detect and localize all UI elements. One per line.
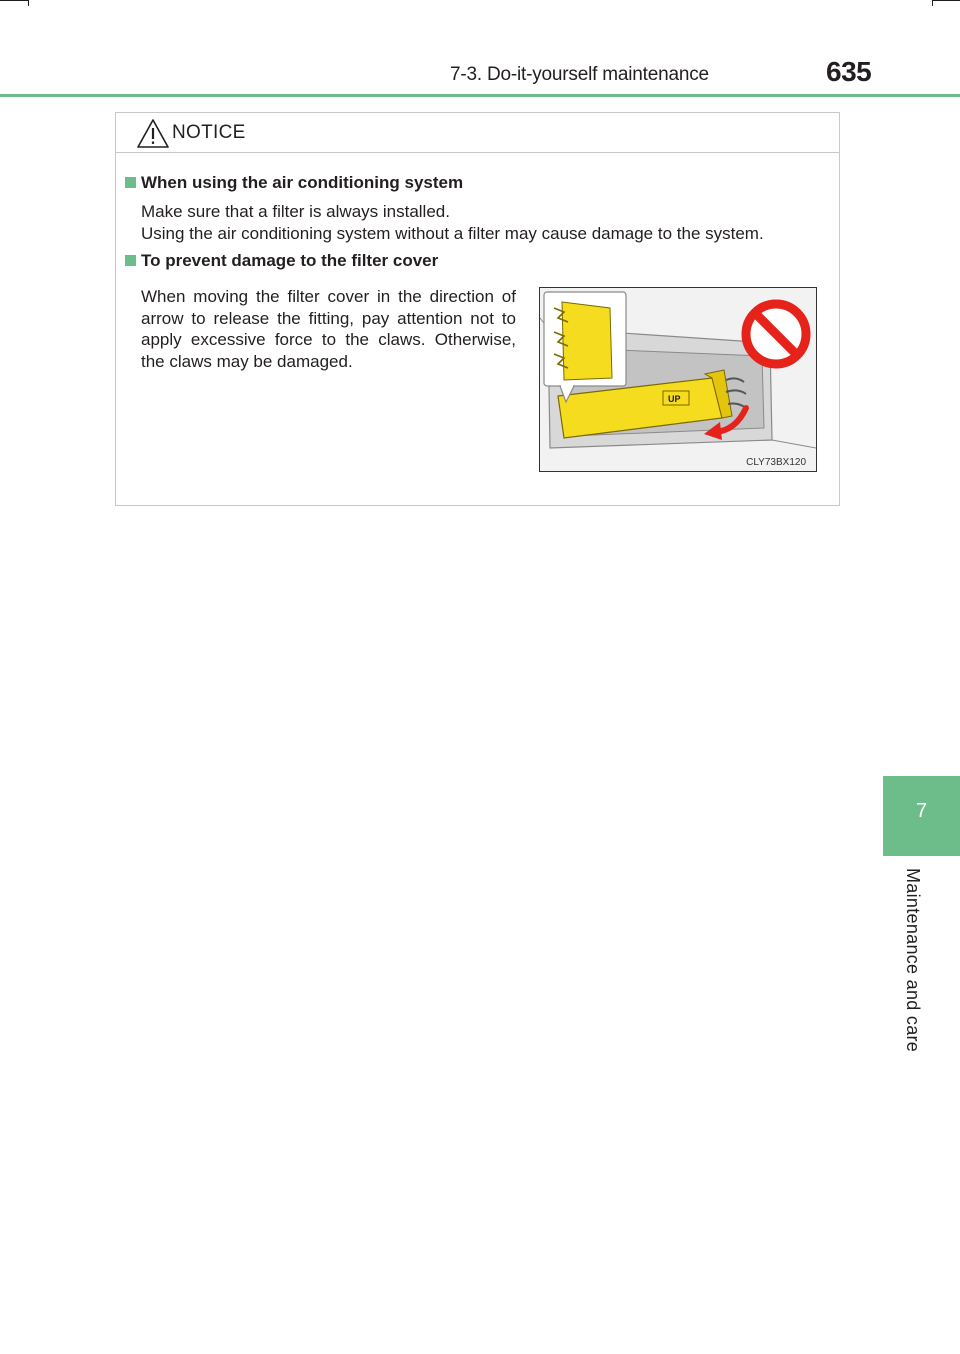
figure-code: CLY73BX120 [746, 457, 806, 468]
illustration-drawing [540, 288, 816, 471]
filter-cover-illustration [539, 287, 817, 472]
crop-mark [28, 0, 29, 6]
page-number: 635 [826, 56, 872, 87]
body-line: Using the air conditioning system without a filter may cause damage to the system. [141, 224, 764, 243]
body-line: Make sure that a filter is always installed. [141, 202, 450, 221]
crop-mark [0, 0, 28, 1]
section-heading: When using the air conditioning system [141, 173, 464, 192]
chapter-tab [883, 776, 960, 856]
section-bullet-icon [125, 255, 136, 266]
up-label: UP [668, 394, 681, 404]
section-title: 7-3. Do-it-yourself maintenance [450, 64, 709, 85]
section-heading: To prevent damage to the filter cover [141, 251, 439, 270]
chapter-title: Maintenance and care [903, 868, 923, 1053]
crop-mark [932, 0, 960, 1]
prohibition-icon [746, 304, 806, 364]
chapter-number: 7 [915, 800, 928, 822]
body-paragraph: When moving the filter cover in the direction of arrow to release the fitting, pay attention not to apply excessive force to the claws. Otherwise, the claws may be damaged. [141, 287, 516, 371]
crop-mark [932, 0, 933, 6]
header-rule [0, 94, 960, 97]
notice-label: NOTICE [172, 122, 246, 143]
section-bullet-icon [125, 177, 136, 188]
warning-triangle-icon [136, 118, 170, 149]
notice-header [116, 113, 839, 153]
